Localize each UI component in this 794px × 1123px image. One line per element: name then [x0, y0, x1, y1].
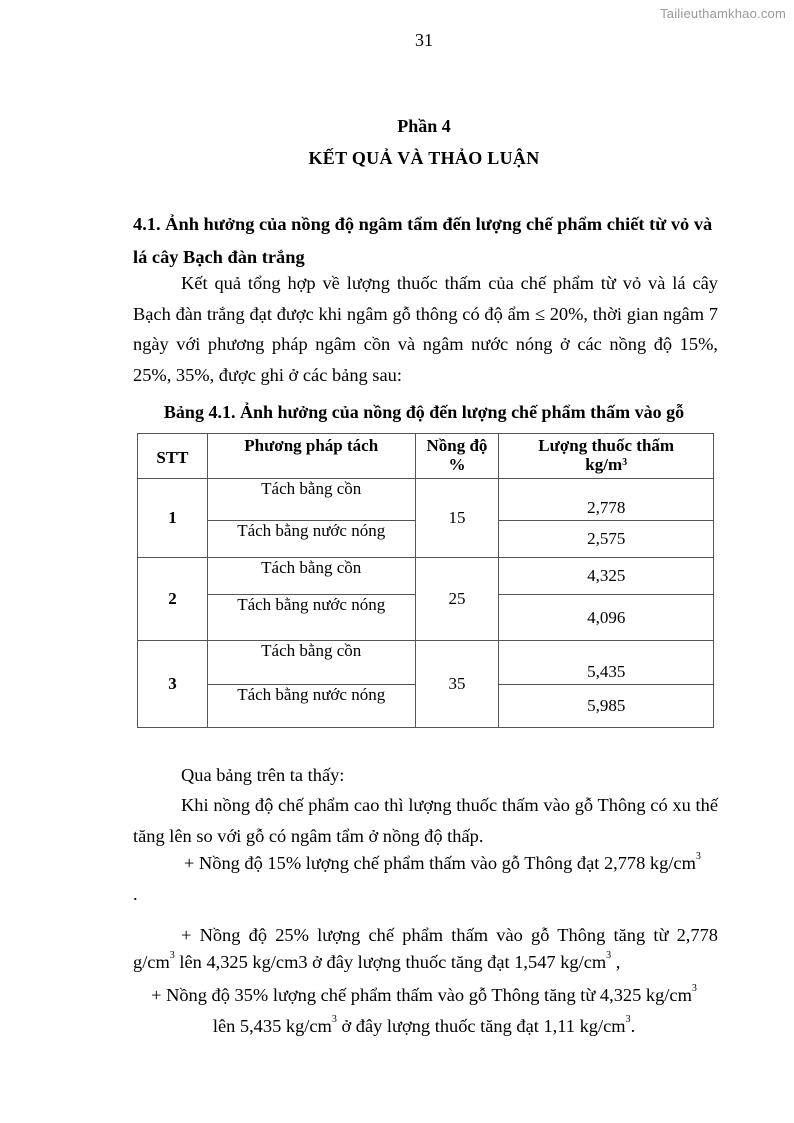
header-concentration-label: Nồng độ — [426, 436, 488, 455]
value-cell: 2,778 — [499, 479, 714, 521]
intro-paragraph: Kết quả tổng hợp về lượng thuốc thấm của chế phẩm từ vỏ và lá cây Bạch đàn trắng đạt được khi ngâm gỗ thông có độ ẩm ≤ 20%, thời gian ngâm 7 ngày với phương pháp ngâm cồn và ngâm nước nóng ở các nồng độ 15%, 25%, 35%, được ghi ở các bảng sau: — [133, 273, 718, 385]
discussion-lead: Qua bảng trên ta thấy: — [181, 765, 345, 785]
bullet-15-tail: . — [133, 884, 138, 904]
table-caption: Bảng 4.1. Ảnh hưởng của nồng độ đến lượng chế phẩm thấm vào gỗ — [163, 402, 685, 422]
value-cell: 5,435 — [499, 641, 714, 685]
method-cell: Tách bằng nước nóng — [207, 521, 415, 558]
value-cell: 4,325 — [499, 558, 714, 595]
part-title: Phần 4 — [397, 116, 451, 136]
stt-cell: 2 — [138, 558, 208, 641]
bullet-35-line1: + Nồng độ 35% lượng chế phẩm thấm vào gỗ Thông tăng từ 4,325 $kg/cm^3$ — [151, 983, 697, 1005]
method-cell: Tách bằng cồn — [207, 641, 415, 685]
stt-cell: 1 — [138, 479, 208, 558]
bullet-35-line2: lên 5,435 $kg/cm^3$ ở đây lượng thuốc tăng đạt 1,11 $kg/cm^3$. — [212, 1014, 636, 1036]
chapter-title: KẾT QUẢ VÀ THẢO LUẬN — [308, 148, 540, 168]
concentration-cell: 25 — [415, 558, 499, 641]
table-row — [138, 479, 714, 521]
header-method: Phương pháp tách — [207, 434, 415, 479]
header-amount — [499, 434, 714, 479]
header-concentration-unit: % — [448, 455, 466, 474]
stt-cell: 3 — [138, 641, 208, 728]
method-cell: Tách bằng cồn — [207, 479, 415, 521]
concentration-cell: 35 — [415, 641, 499, 728]
table-row — [138, 558, 714, 595]
value-cell: 5,985 — [499, 685, 714, 728]
value-cell: 4,096 — [499, 595, 714, 641]
bullet-15-percent: + Nồng độ 15% lượng chế phẩm thấm vào gỗ Thông đạt 2,778 $kg/cm^3$ — [184, 851, 701, 873]
section-heading: 4.1. Ảnh hưởng của nồng độ ngâm tẩm đến lượng chế phẩm chiết từ vỏ và lá cây Bạch đàn trắng — [133, 214, 713, 267]
method-cell: Tách bằng nước nóng — [207, 685, 415, 728]
discussion-trend: Khi nồng độ chế phẩm cao thì lượng thuốc thấm vào gỗ Thông có xu thế tăng lên so với gỗ có ngâm tẩm ở nồng độ thấp. — [133, 795, 718, 846]
method-cell: Tách bằng cồn — [207, 558, 415, 595]
bullet-25-line1: + Nồng độ 25% lượng chế phẩm thấm vào gỗ Thông tăng từ 2,778 — [181, 925, 718, 945]
header-amount-unit: $kg/m^3$ — [585, 455, 628, 474]
bullet-25-line2: $g/cm^3$ lên 4,325 kg/cm3 ở đây lượng thuốc tăng đạt 1,547 $kg/cm^3$ , — [133, 950, 621, 972]
value-cell: 2,575 — [499, 521, 714, 558]
table-header-row — [138, 434, 714, 479]
header-amount-label: Lượng thuốc thấm — [538, 436, 675, 455]
concentration-cell: 15 — [415, 479, 499, 558]
header-stt: STT — [138, 434, 208, 479]
page-number: 31 — [415, 30, 433, 50]
header-concentration — [415, 434, 499, 479]
results-table — [137, 433, 714, 728]
method-cell: Tách bằng nước nóng — [207, 595, 415, 641]
watermark: Tailieuthamkhao.com — [660, 6, 786, 21]
table-row — [138, 641, 714, 685]
